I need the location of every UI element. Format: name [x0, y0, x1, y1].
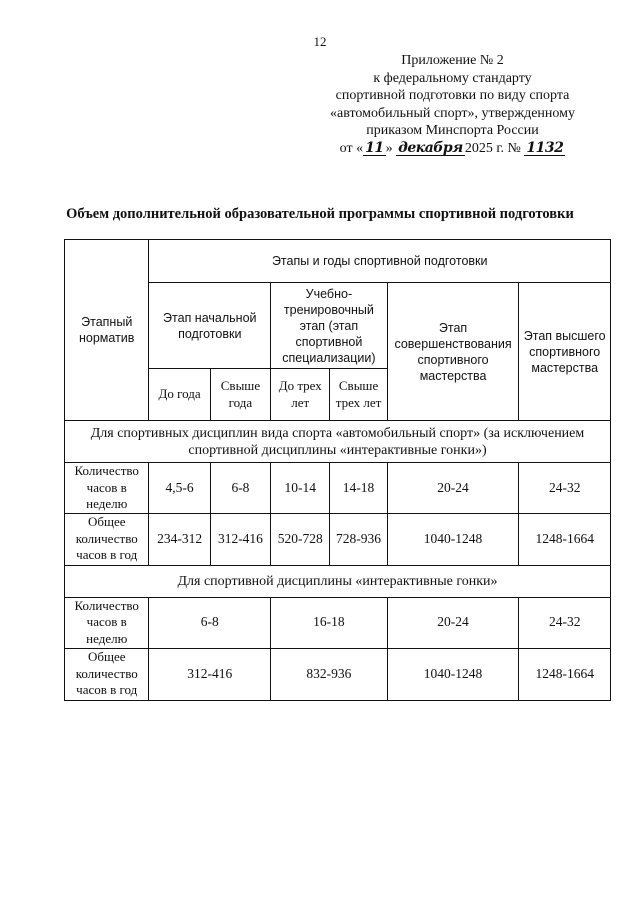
document-title: Объем дополнительной образовательной программы спортивной подготовки [66, 206, 574, 222]
handwritten-day: 11 [365, 139, 384, 156]
cell-value: 312-416 [210, 513, 270, 565]
section-title-interactive-racing: Для спортивной дисциплины «интерактивные гонки» [65, 565, 611, 597]
header-stage-initial: Этап начальной подготовки [149, 283, 271, 369]
subheader-training-up-to-three: До трех лет [271, 369, 330, 421]
subheader-training-over-three: Свыше трех лет [330, 369, 387, 421]
cell-value: 234-312 [149, 513, 210, 565]
row-label-hours-year: Общее количество часов в год [65, 513, 149, 565]
row-label-hours-year: Общее количество часов в год [65, 648, 149, 700]
page-number: 12 [313, 34, 327, 49]
appendix-block [300, 52, 605, 157]
header-stage-training: Учебно-тренировочный этап (этап спортивной специализации) [271, 283, 388, 369]
cell-value: 728-936 [330, 513, 387, 565]
section-title-autosport: Для спортивных дисциплин вида спорта «автомобильный спорт» (за исключением спортивной дисциплины «интерактивные гонки») [65, 421, 611, 463]
cell-value: 520-728 [271, 513, 330, 565]
date-mid: » [385, 140, 393, 156]
appendix-line: «автомобильный спорт», утвержденному [330, 105, 575, 121]
appendix-line: Приложение № 2 [401, 53, 504, 68]
cell-value: 24-32 [519, 597, 611, 648]
cell-value: 1248-1664 [519, 513, 611, 565]
cell-value: 1040-1248 [387, 513, 519, 565]
header-stage-improvement: Этап совершенствования спортивного мастерства [387, 283, 519, 421]
subheader-initial-up-to-year: До года [149, 369, 210, 421]
subheader-initial-over-year: Свыше года [210, 369, 270, 421]
handwritten-month: декабря [398, 139, 463, 156]
appendix-line: к федеральному стандарту [373, 70, 532, 86]
cell-value: 832-936 [271, 648, 388, 700]
cell-value: 16-18 [271, 597, 388, 648]
row-label-hours-week: Количество часов в неделю [65, 597, 149, 648]
cell-value: 4,5-6 [149, 463, 210, 514]
cell-value: 20-24 [387, 463, 519, 514]
date-prefix: от « [339, 140, 364, 156]
header-norm: Этапный норматив [65, 240, 149, 421]
row-label-hours-week: Количество часов в неделю [65, 463, 149, 514]
training-volume-table [64, 239, 611, 701]
header-stages: Этапы и годы спортивной подготовки [149, 240, 611, 283]
cell-value: 312-416 [149, 648, 271, 700]
cell-value: 1040-1248 [387, 648, 519, 700]
cell-value: 24-32 [519, 463, 611, 514]
appendix-line: спортивной подготовки по виду спорта [335, 88, 570, 103]
handwritten-order-number: 1132 [526, 139, 564, 156]
cell-value: 1248-1664 [519, 648, 611, 700]
order-date-line [300, 140, 605, 158]
appendix-line: приказом Минспорта России [366, 123, 539, 138]
year-text: 2025 г. № [464, 140, 521, 156]
cell-value: 20-24 [387, 597, 519, 648]
header-stage-higher: Этап высшего спортивного мастерства [519, 283, 611, 421]
cell-value: 10-14 [271, 463, 330, 514]
cell-value: 6-8 [210, 463, 270, 514]
cell-value: 14-18 [330, 463, 387, 514]
cell-value: 6-8 [149, 597, 271, 648]
